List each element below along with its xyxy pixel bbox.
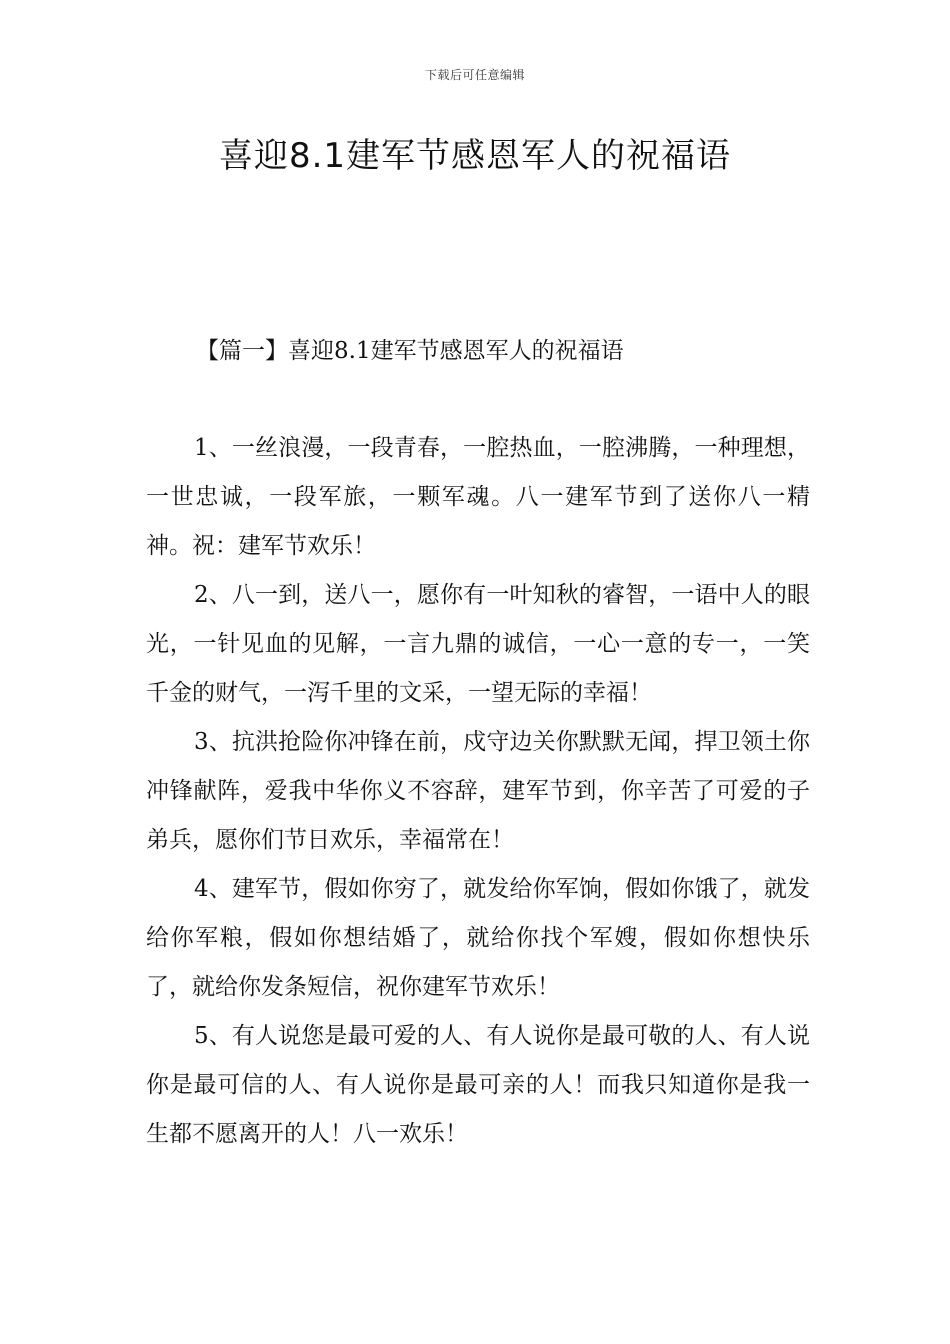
header-note: 下载后可任意编辑 — [424, 68, 525, 82]
paragraph-2: 2、八一到，送八一，愿你有一叶知秋的睿智，一语中人的眼光，一针见血的见解，一言九鼎的诚信，一心一意的专一，一笑千金的财气，一泻千里的文采，一望无际的幸福！ — [146, 582, 810, 706]
section-heading: 【篇一】喜迎8.1建军节感恩军人的祝福语 — [196, 338, 624, 364]
paragraph-5: 5、有人说您是最可爱的人、有人说你是最可敬的人、有人说你是最可信的人、有人说你是最可亲的人！而我只知道你是我一生都不愿离开的人！八一欢乐！ — [146, 1023, 810, 1147]
paragraph-1: 1、一丝浪漫，一段青春，一腔热血，一腔沸腾，一种理想，一世忠诚，一段军旅，一颗军魂。八一建军节到了送你八一精神。祝：建军节欢乐！ — [146, 435, 810, 559]
document-body — [146, 424, 810, 1159]
paragraph-4: 4、建军节，假如你穷了，就发给你军饷，假如你饿了，就发给你军粮，假如你想结婚了，就给你找个军嫂，假如你想快乐了，就给你发条短信，祝你建军节欢乐！ — [146, 876, 810, 1000]
paragraph-3: 3、抗洪抢险你冲锋在前，戍守边关你默默无闻，捍卫领土你冲锋献阵，爱我中华你义不容辞，建军节到，你辛苦了可爱的子弟兵，愿你们节日欢乐，幸福常在！ — [146, 729, 810, 853]
document-title: 喜迎8.1建军节感恩军人的祝福语 — [218, 136, 732, 176]
